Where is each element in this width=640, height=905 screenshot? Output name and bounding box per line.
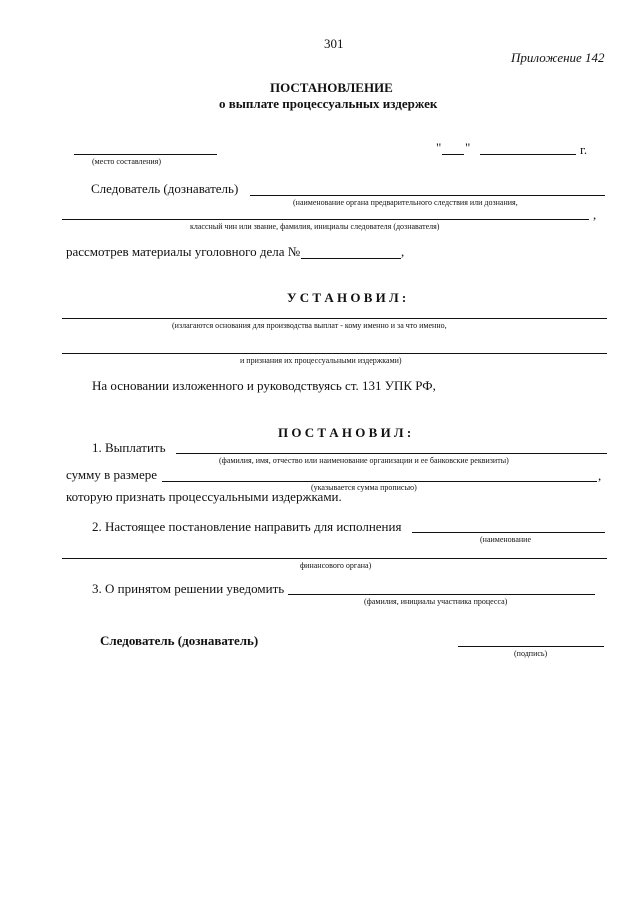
- recognition-caption: и признания их процессуальными издержками): [240, 356, 402, 365]
- amount-comma: ,: [598, 468, 602, 483]
- investigator-label: Следователь (дознаватель): [91, 181, 239, 196]
- document-title: ПОСТАНОВЛЕНИЕ: [270, 80, 393, 95]
- participant-field[interactable]: [288, 594, 595, 595]
- recognition-field[interactable]: [62, 353, 607, 354]
- year-suffix: г.: [580, 142, 588, 157]
- date-month-field[interactable]: [480, 154, 576, 155]
- resolved-heading: П О С Т А Н О В И Л :: [278, 425, 412, 440]
- rank-comma: ,: [593, 207, 597, 222]
- appendix-label: Приложение 142: [511, 50, 605, 65]
- item1-label: 1. Выплатить: [92, 440, 166, 455]
- amount-label: сумму в размере: [66, 467, 158, 482]
- rank-caption: классный чин или звание, фамилия, инициалы следователя (дознавателя): [190, 222, 440, 231]
- date-day-field[interactable]: [442, 154, 464, 155]
- page-number: 301: [324, 36, 344, 51]
- recognize-text: которую признать процессуальными издержками.: [66, 489, 342, 504]
- established-heading: У С Т А Н О В И Л :: [287, 290, 407, 305]
- signature-field[interactable]: [458, 646, 604, 647]
- organ-field[interactable]: [250, 195, 605, 196]
- amount-field[interactable]: [162, 481, 597, 482]
- grounds-field[interactable]: [62, 318, 607, 319]
- amount-caption: (указывается сумма прописью): [311, 483, 417, 492]
- participant-caption: (фамилия, инициалы участника процесса): [364, 597, 508, 606]
- fin-organ-field[interactable]: [412, 532, 605, 533]
- grounds-caption: (излагаются основания для производства выплат - кому именно и за что именно,: [172, 321, 447, 330]
- fin-caption: финансового органа): [300, 561, 372, 570]
- case-comma: ,: [401, 244, 405, 259]
- sign-label: Следователь (дознаватель): [100, 633, 259, 648]
- name-caption: (наименование: [480, 535, 532, 544]
- date-quote-close: ": [465, 140, 471, 155]
- rank-field[interactable]: [62, 219, 589, 220]
- item3-label: 3. О принятом решении уведомить: [92, 581, 285, 596]
- case-number-field[interactable]: [301, 258, 401, 259]
- item2-label: 2. Настоящее постановление направить для исполнения: [92, 519, 402, 534]
- signature-caption: (подпись): [514, 649, 548, 658]
- basis-text: На основании изложенного и руководствуясь ст. 131 УПК РФ,: [92, 378, 436, 393]
- payee-caption: (фамилия, имя, отчество или наименование организации и ее банковские реквизиты): [219, 456, 509, 465]
- fin-organ-field-2[interactable]: [62, 558, 607, 559]
- date-quote-open: ": [436, 140, 442, 155]
- case-text: рассмотрев материалы уголовного дела №: [66, 244, 301, 259]
- payee-field[interactable]: [176, 453, 607, 454]
- place-field[interactable]: [74, 154, 217, 155]
- organ-caption: (наименование органа предварительного следствия или дознания,: [293, 198, 518, 207]
- place-caption: (место составления): [92, 157, 161, 166]
- document-subtitle: о выплате процессуальных издержек: [219, 96, 438, 111]
